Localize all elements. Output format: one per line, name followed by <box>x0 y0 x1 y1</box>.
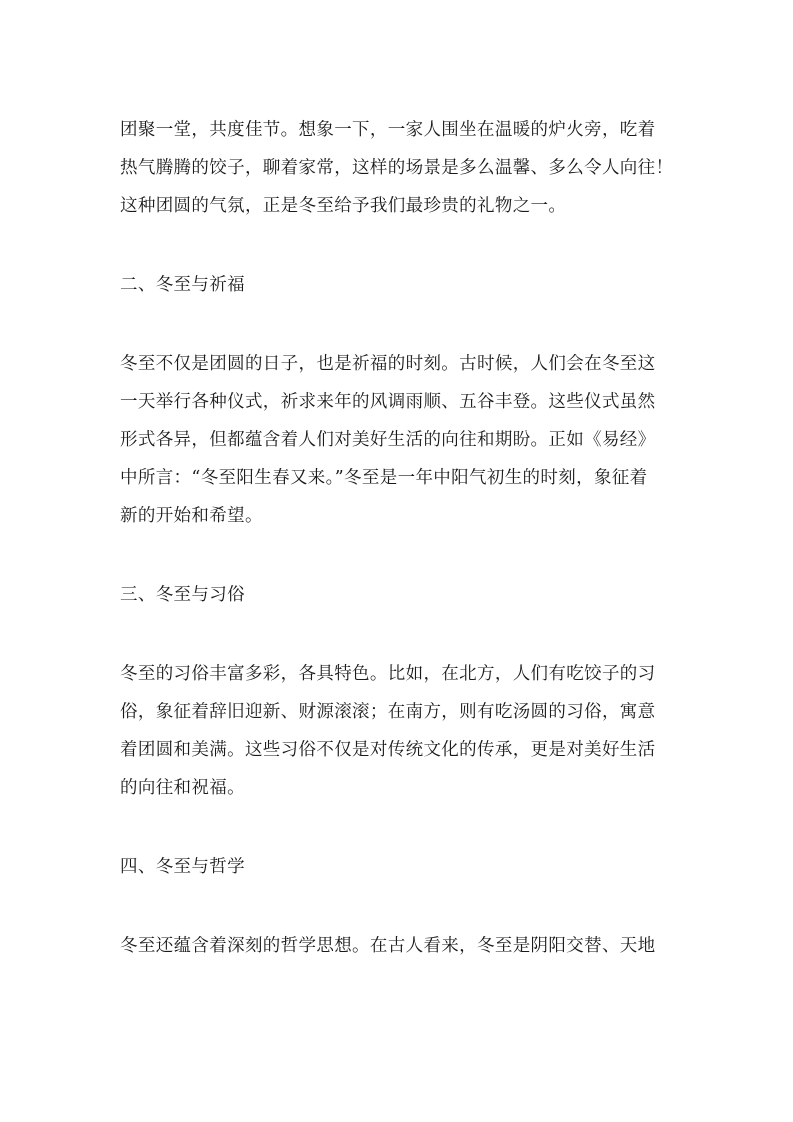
section-heading-philosophy: 四、冬至与哲学 <box>120 857 245 877</box>
section-heading-prayer: 二、冬至与祈福 <box>120 275 245 295</box>
paragraph-2-line-3: 形式各异，但都蕴含着人们对美好生活的向往和期盼。正如《易经》 <box>120 430 656 450</box>
paragraph-2-line-5: 新的开始和希望。 <box>120 506 263 526</box>
paragraph-3-line-4: 的向往和祝福。 <box>120 778 245 798</box>
paragraph-2-line-2: 一天举行各种仪式，祈求来年的风调雨顺、五谷丰登。这些仪式虽然 <box>120 392 656 412</box>
paragraph-1-line-2: 热气腾腾的饺子，聊着家常，这样的场景是多么温馨、多么令人向往！ <box>120 158 674 178</box>
paragraph-4-line-1: 冬至还蕴含着深刻的哲学思想。在古人看来，冬至是阴阳交替、天地 <box>120 936 656 956</box>
paragraph-3-line-3: 着团圆和美满。这些习俗不仅是对传统文化的传承，更是对美好生活 <box>120 740 656 760</box>
paragraph-1-line-1: 团聚一堂，共度佳节。想象一下，一家人围坐在温暖的炉火旁，吃着 <box>120 120 656 140</box>
paragraph-1-line-3: 这种团圆的气氛，正是冬至给予我们最珍贵的礼物之一。 <box>120 196 567 216</box>
paragraph-2-line-1: 冬至不仅是团圆的日子，也是祈福的时刻。古时候，人们会在冬至这 <box>120 354 656 374</box>
paragraph-2-line-4: 中所言：“冬至阳生春又来。”冬至是一年中阳气初生的时刻，象征着 <box>120 468 648 488</box>
section-heading-customs: 三、冬至与习俗 <box>120 585 245 605</box>
paragraph-3-line-1: 冬至的习俗丰富多彩，各具特色。比如，在北方，人们有吃饺子的习 <box>120 664 656 684</box>
paragraph-3-line-2: 俗，象征着辞旧迎新、财源滚滚；在南方，则有吃汤圆的习俗，寓意 <box>120 702 656 722</box>
